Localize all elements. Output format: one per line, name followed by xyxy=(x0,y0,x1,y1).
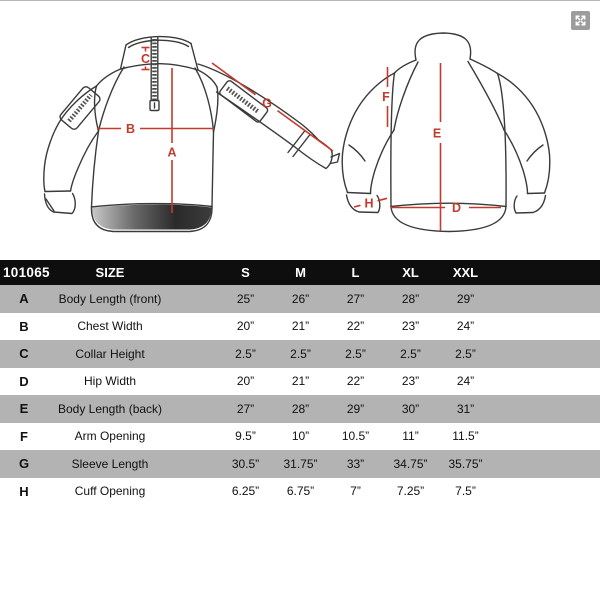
row-letter: G xyxy=(18,456,30,472)
table-row-d xyxy=(0,368,600,396)
cell-value: 2.5” xyxy=(345,346,366,361)
cell-value: 7.25” xyxy=(396,484,425,499)
row-letter: C xyxy=(19,346,29,362)
measure-label-g: G xyxy=(262,96,272,111)
cell-value: 2.5” xyxy=(235,346,256,361)
cell-value: 6.25” xyxy=(231,484,260,499)
cell-value: 11” xyxy=(402,429,419,444)
cell-value: 31.75” xyxy=(283,456,318,471)
row-label: Collar Height xyxy=(75,346,145,361)
cell-value: 21” xyxy=(291,319,310,334)
cell-value: 22” xyxy=(346,319,365,334)
cell-value: 28” xyxy=(291,401,310,416)
cell-value: 2.5” xyxy=(400,346,421,361)
garment-measurement-diagram xyxy=(0,0,600,258)
cell-value: 10” xyxy=(291,429,310,444)
row-label: Arm Opening xyxy=(74,429,146,444)
cell-value: 29” xyxy=(346,401,365,416)
measure-label-c: C xyxy=(140,52,151,66)
table-row-c xyxy=(0,340,600,368)
col-header-xxl: XXL xyxy=(452,265,479,280)
table-row-a xyxy=(0,285,600,313)
cell-value: 31” xyxy=(456,401,475,416)
cell-value: 20” xyxy=(236,319,255,334)
row-label: Body Length (back) xyxy=(57,401,163,416)
cell-value: 10.5” xyxy=(341,429,370,444)
col-header-l: L xyxy=(351,265,360,280)
row-letter: B xyxy=(19,318,29,334)
row-letter: A xyxy=(19,291,29,307)
cell-value: 24” xyxy=(456,319,475,334)
cell-value: 26” xyxy=(291,291,310,306)
cell-value: 7.5” xyxy=(455,484,476,499)
measure-label-b: B xyxy=(125,122,136,136)
measure-label-a: A xyxy=(167,145,177,160)
row-label: Cuff Opening xyxy=(74,484,146,499)
row-label: Chest Width xyxy=(77,319,143,334)
cell-value: 30” xyxy=(401,401,420,416)
table-row-g xyxy=(0,450,600,478)
cell-value: 2.5” xyxy=(290,346,311,361)
col-header-m: M xyxy=(295,265,306,280)
table-row-f xyxy=(0,423,600,451)
row-letter: H xyxy=(19,483,29,499)
measure-label-d: D xyxy=(451,201,462,215)
front-hem-shading xyxy=(92,205,212,230)
cell-value: 33” xyxy=(346,456,365,471)
cell-value: 2.5” xyxy=(455,346,476,361)
cell-value: 25” xyxy=(236,291,255,306)
size-header: SIZE xyxy=(95,265,125,280)
row-label: Body Length (front) xyxy=(58,291,162,306)
cell-value: 34.75” xyxy=(393,456,428,471)
cell-value: 7” xyxy=(350,484,361,499)
back-measurement-lines xyxy=(354,63,501,231)
cell-value: 29” xyxy=(456,291,475,306)
cell-value: 27” xyxy=(236,401,255,416)
cell-value: 30.5” xyxy=(231,456,260,471)
row-label: Sleeve Length xyxy=(71,456,149,471)
row-letter: D xyxy=(19,373,29,389)
measure-label-h: H xyxy=(364,196,374,211)
cell-value: 24” xyxy=(456,374,475,389)
cell-value: 23” xyxy=(401,374,420,389)
product-code: 101065 xyxy=(3,265,50,280)
cell-value: 9.5” xyxy=(235,429,256,444)
table-row-h xyxy=(0,478,600,506)
cell-value: 21” xyxy=(291,374,310,389)
size-chart-table xyxy=(0,260,600,505)
cell-value: 28” xyxy=(401,291,420,306)
table-row-b xyxy=(0,313,600,341)
cell-value: 35.75” xyxy=(448,456,483,471)
cell-value: 27” xyxy=(346,291,365,306)
jacket-front-drawing xyxy=(44,37,340,232)
cell-value: 6.75” xyxy=(286,484,315,499)
row-label: Hip Width xyxy=(83,374,136,389)
col-header-xl: XL xyxy=(402,265,419,280)
cell-value: 20” xyxy=(236,374,255,389)
measure-label-e: E xyxy=(432,126,442,141)
cell-value: 11.5” xyxy=(452,429,479,444)
cell-value: 23” xyxy=(401,319,420,334)
table-header-row xyxy=(0,260,600,285)
cell-value: 22” xyxy=(346,374,365,389)
measure-label-f: F xyxy=(382,90,390,104)
front-zipper xyxy=(150,38,159,111)
row-letter: E xyxy=(19,401,29,417)
col-header-s: S xyxy=(241,265,250,280)
row-letter: F xyxy=(20,428,28,444)
table-row-e xyxy=(0,395,600,423)
